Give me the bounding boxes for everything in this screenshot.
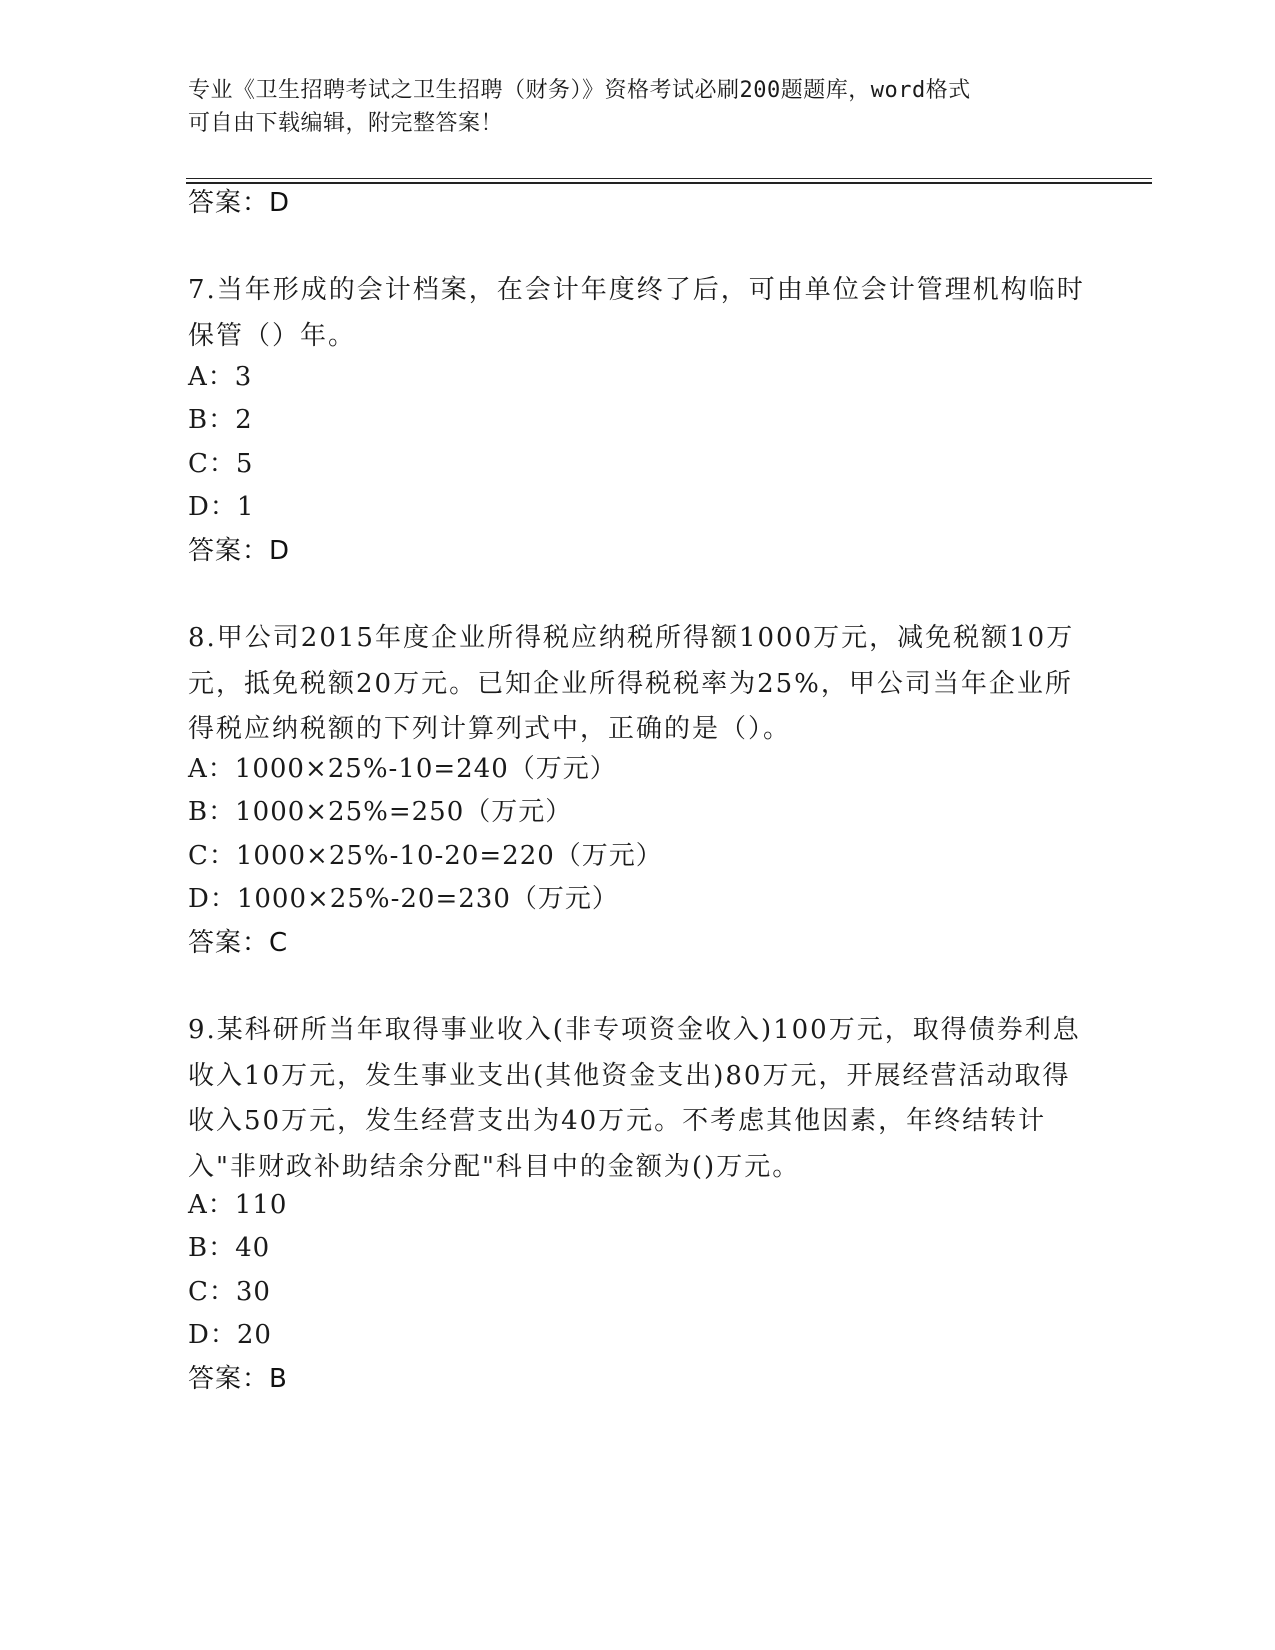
question-9-option-d: D：20 bbox=[188, 1320, 272, 1350]
question-7-answer: 答案：D bbox=[188, 536, 291, 566]
question-7-option-b: B：2 bbox=[188, 405, 253, 435]
question-7-option-a: A：3 bbox=[188, 362, 253, 392]
header-divider-thick bbox=[186, 182, 1152, 184]
question-9-option-a: A：110 bbox=[188, 1190, 288, 1220]
question-9-stem: 9.某科研所当年取得事业收入(非专项资金收入)100万元，取得债券利息收入10万元，发生事业支出(其他资金支出)80万元，开展经营活动取得收入50万元，发生经营支出为40万元。不考虑其他因素，年终结转计入"非财政补助结余分配"科目中的金额为()万元。 bbox=[188, 1015, 1081, 1182]
question-9-option-b: B：40 bbox=[188, 1233, 271, 1263]
question-8-option-a: A：1000×25%-10=240（万元） bbox=[188, 754, 617, 784]
header-line-1: 专业《卫生招聘考试之卫生招聘（财务）》资格考试必刷200题题库，word格式 bbox=[188, 78, 971, 103]
document-header bbox=[188, 74, 1078, 140]
question-7-option-c: C：5 bbox=[188, 449, 254, 479]
question-8-option-c: C：1000×25%-10-20=220（万元） bbox=[188, 841, 663, 871]
header-divider bbox=[186, 178, 1152, 179]
question-9-answer: 答案：B bbox=[188, 1364, 288, 1394]
question-8-answer: 答案：C bbox=[188, 928, 289, 958]
question-7-option-d: D：1 bbox=[188, 492, 255, 522]
header-line-2: 可自由下载编辑，附完整答案！ bbox=[188, 111, 504, 136]
question-8-option-b: B：1000×25%=250（万元） bbox=[188, 797, 573, 827]
question-8-stem: 8.甲公司2015年度企业所得税应纳税所得额1000万元，减免税额10万元，抵免税额20万元。已知企业所得税税率为25%，甲公司当年企业所得税应纳税额的下列计算列式中，正确的是（）。 bbox=[188, 623, 1075, 744]
question-9-option-c: C：30 bbox=[188, 1277, 271, 1307]
previous-answer: 答案：D bbox=[188, 188, 291, 218]
question-7-stem: 7.当年形成的会计档案，在会计年度终了后，可由单位会计管理机构临时保管（）年。 bbox=[188, 275, 1085, 351]
question-8-option-d: D：1000×25%-20=230（万元） bbox=[188, 884, 619, 914]
